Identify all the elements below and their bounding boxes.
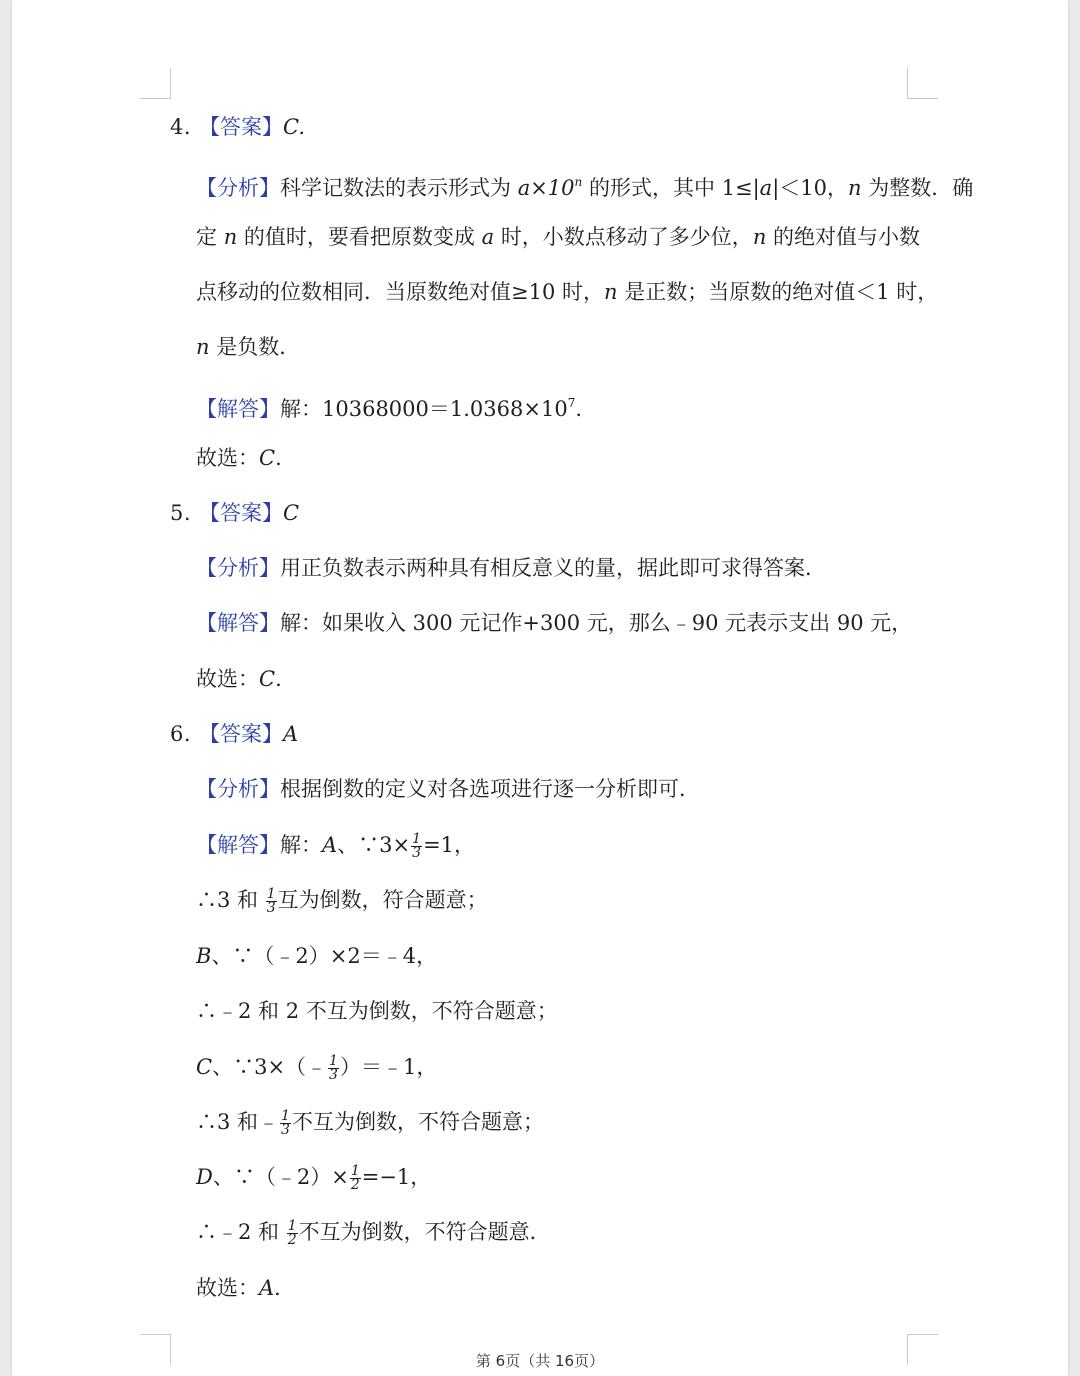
- text-segment: ∴3 和﹣: [196, 1110, 280, 1134]
- q4-answer-value: C.: [283, 115, 306, 139]
- option-letter: A: [322, 833, 338, 857]
- text-segment: 、∵3×: [337, 833, 411, 857]
- q6-answer-tag: 【答案】: [199, 722, 284, 746]
- fraction-numerator: 1: [281, 1108, 290, 1124]
- fraction-numerator: 1: [287, 1218, 297, 1234]
- q6-line-5: [196, 1052, 437, 1082]
- q6-line-4: [196, 996, 558, 1026]
- option-letter: D: [196, 1165, 213, 1189]
- text-segment: ．: [274, 1276, 296, 1300]
- text-segment: ）＝﹣1，: [339, 1055, 438, 1079]
- fraction-numerator: 1: [329, 1053, 338, 1069]
- q6-choose-line: [196, 1273, 295, 1303]
- text-segment: ∴﹣2 和 2 不互为倒数，不符合题意；: [196, 999, 558, 1023]
- text-segment: 是正数；当原数的绝对值＜1 时，: [624, 280, 939, 304]
- math-variable: n: [752, 225, 767, 249]
- text-segment: 故选：: [196, 667, 259, 691]
- choice-value: C: [259, 446, 276, 470]
- text-segment: 故选：: [196, 1276, 259, 1300]
- option-letter: C: [196, 1055, 213, 1079]
- fraction-numerator: 1: [412, 831, 422, 847]
- text-segment: 互为倒数，符合题意；: [277, 888, 488, 912]
- text-segment: =−1，: [361, 1165, 432, 1189]
- q5-solution-tag: 【解答】: [196, 611, 280, 635]
- text-segment: 的形式，其中 1≤|: [588, 176, 760, 200]
- text-segment: 用正负数表示两种具有相反意义的量，据此即可求得答案．: [280, 556, 826, 580]
- text-segment: 、∵3×（﹣: [212, 1055, 328, 1079]
- q5-answer-line: [170, 498, 299, 528]
- text-segment: 解：: [280, 833, 322, 857]
- math-variable: a: [481, 225, 495, 249]
- text-segment: 定: [196, 225, 217, 249]
- text-segment: 的绝对值与小数: [773, 225, 921, 249]
- q5-analysis-tag: 【分析】: [196, 556, 280, 580]
- text-segment: 不互为倒数，不符合题意．: [298, 1220, 551, 1244]
- text-segment: 科学记数法的表示形式为: [280, 176, 511, 200]
- text-segment: 解：10368000＝1.0368×10: [280, 397, 568, 421]
- q6-line-7: [196, 1162, 431, 1192]
- q5-analysis-line: [196, 553, 826, 583]
- q4-analysis-line-2: [196, 222, 920, 252]
- document-page: [12, 0, 1068, 1376]
- q4-answer-line: [170, 112, 305, 142]
- fraction-numerator: 1: [350, 1163, 360, 1179]
- choice-value: A: [259, 1276, 275, 1300]
- text-segment: ∴﹣2 和: [196, 1220, 280, 1244]
- q4-number: 4.: [170, 115, 192, 139]
- text-segment: 根据倒数的定义对各选项进行逐一分析即可．: [280, 777, 700, 801]
- math-variable: a: [759, 176, 773, 200]
- text-segment: =1，: [423, 833, 476, 857]
- q6-answer-value: A: [283, 722, 299, 746]
- text-segment: 不互为倒数，不符合题意；: [291, 1110, 544, 1134]
- math-expression: a×10: [517, 176, 575, 200]
- text-segment: .: [575, 397, 583, 421]
- fraction-one-third: [328, 1055, 339, 1082]
- choice-value: C: [259, 667, 276, 691]
- q6-number: 6.: [170, 722, 192, 746]
- fraction-one-half: [287, 1220, 298, 1247]
- option-letter: B: [196, 944, 212, 968]
- text-segment: 是负数．: [216, 335, 301, 359]
- q6-line-3: [196, 941, 437, 971]
- q4-analysis-line-1: [196, 167, 974, 200]
- text-segment: .: [275, 446, 282, 470]
- fraction-denominator: 2: [287, 1232, 297, 1248]
- fraction-one-half: [350, 1165, 361, 1192]
- text-segment: 时，小数点移动了多少位，: [500, 225, 753, 249]
- text-segment: 点移动的位数相同．当原数绝对值≥10 时，: [196, 280, 604, 304]
- q6-line-8: [196, 1217, 551, 1247]
- text-segment: 、∵（﹣2）×: [212, 1165, 349, 1189]
- q6-analysis-tag: 【分析】: [196, 777, 280, 801]
- q6-solution-line-a: [196, 830, 475, 860]
- q6-analysis-line: [196, 774, 700, 804]
- fraction-one-third: [266, 888, 277, 915]
- q6-line-6: [196, 1107, 544, 1137]
- fraction-denominator: 3: [281, 1122, 290, 1138]
- q4-choose-line: [196, 443, 282, 473]
- q4-solution-line: [196, 388, 583, 421]
- math-exponent: 7: [567, 396, 576, 410]
- fraction-denominator: 3: [329, 1067, 338, 1083]
- q5-choose-line: [196, 664, 282, 694]
- crop-mark-top-left: [140, 68, 171, 99]
- text-segment: 故选：: [196, 446, 259, 470]
- q6-answer-line: [170, 719, 298, 749]
- text-segment: |＜10，: [772, 176, 848, 200]
- q5-solution-line: [196, 608, 912, 638]
- math-variable: n: [848, 176, 862, 200]
- fraction-denominator: 3: [266, 900, 276, 916]
- text-segment: .: [275, 667, 282, 691]
- q5-answer-value: C: [283, 501, 300, 525]
- q5-answer-tag: 【答案】: [199, 501, 284, 525]
- fraction-denominator: 3: [412, 845, 422, 861]
- fraction-one-third: [280, 1110, 291, 1137]
- q4-analysis-line-4: [196, 332, 300, 362]
- math-variable: n: [196, 335, 210, 359]
- crop-mark-top-right: [907, 68, 938, 99]
- fraction-one-third: [411, 833, 422, 860]
- fraction-numerator: 1: [266, 886, 276, 902]
- q5-number: 5.: [170, 501, 192, 525]
- q6-line-2: [196, 885, 488, 915]
- q4-analysis-line-3: [196, 277, 938, 307]
- math-exponent: n: [574, 175, 583, 189]
- q6-solution-tag: 【解答】: [196, 833, 280, 857]
- math-variable: n: [223, 225, 238, 249]
- page-footer: 第 6页（共 16页）: [475, 1352, 605, 1370]
- text-segment: 的值时，要看把原数变成: [243, 225, 475, 249]
- q4-answer-tag: 【答案】: [199, 115, 284, 139]
- text-segment: ∴3 和: [196, 888, 259, 912]
- text-segment: 为整数．确: [868, 176, 974, 200]
- math-variable: n: [604, 280, 618, 304]
- text-segment: 解：如果收入 300 元记作+300 元，那么﹣90 元表示支出 90 元，: [280, 611, 913, 635]
- text-segment: 、∵（﹣2）×2＝﹣4，: [211, 944, 438, 968]
- q4-analysis-tag: 【分析】: [196, 176, 280, 200]
- fraction-denominator: 2: [350, 1177, 360, 1193]
- q4-solution-tag: 【解答】: [196, 397, 280, 421]
